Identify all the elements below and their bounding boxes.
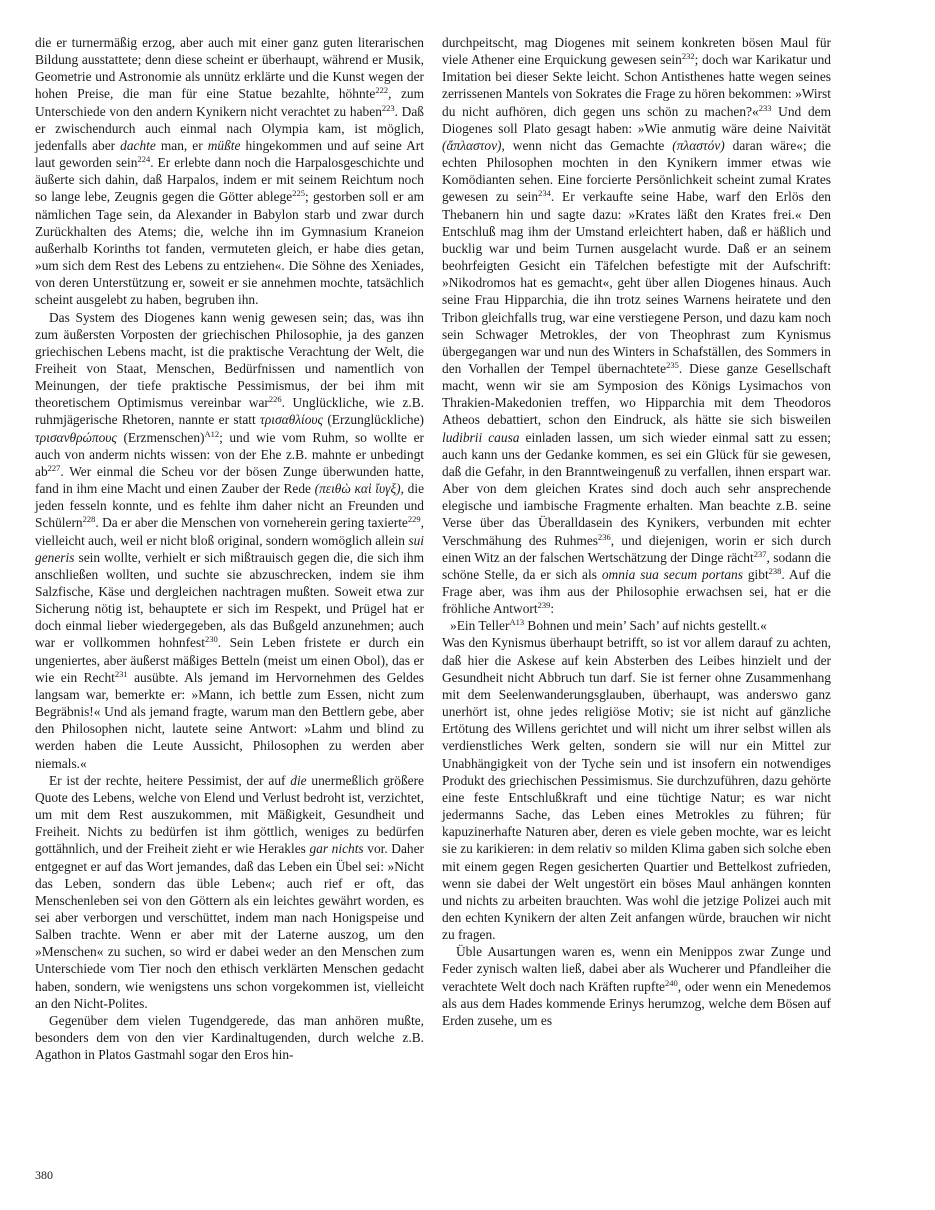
- verse-quote: »Ein Teller$^{A13}$ Bohnen und mein’ Sach’ auf nichts gestellt.«: [450, 617, 767, 634]
- paragraph: durchpeitscht, mag Diogenes mit seinem konkreten bösen Maul für viele Athener eine Erquickung gewesen sein$^{232}$; doch war Karikatur und Imitation bei dieser Sekte leicht. Schon Antisthenes hatte wegen seines zerrissenen Mantels von Sokrates die Frage zu hören bekommen: »Wirst du nicht aufhören, dich gegen uns schön zu machen?«$^{233}$ Und dem Diogenes soll Plato gesagt haben: »Wie anmutig wäre deine Naivität (ἄπλαστον), wenn nicht das Gemachte (πλαστόν) daran wäre«; die echten Philosophen mochten in den Kynikern immer etwas wie Komödianten sehen. Eine forcierte Persönlichkeit scheint zumal Krates gewesen zu sein$^{234}$. Er verkaufte seine Habe, warf den Erlös den Thebanern hin und sagte dazu: »Krates läßt den Krates frei.« Den Entschluß mag ihm der Umstand erleichtert haben, daß er häßlich und bucklig war und beim Turnen ausgelacht wurde. Daß er an seinem beohrfeigten Gesicht ein Täfelchen befestigte mit der Aufschrift: »Nikodromos hat es gemacht«, geht über allen Diogenes hinaus. Auch seine Frau Hipparchia, die ihn trotz seines Warnens heiratete und den Tribon gleichfalls trug, war eine verstiegene Person, und dazu kam noch sein Schwager Metrokles, der von Theophrast zum Kynismus übergegangen war und nun des Winters in Schafställen, des Sommers in den Vorhallen der Tempel übernachtete$^{235}$. Diese ganze Gesellschaft macht, wenn wir sie am Symposion des Königs Lysimachos von Thrakien-Makedonien treffen, wo Hipparchia mit dem Theodoros Atheos debattiert, schon den Eindruck, als hätte sie sich bisweilen ludibrii causa einladen lassen, um sich wieder einmal satt zu essen; auch kann uns der Gedanke kommen, es sei ein Glück für sie gewesen, daß die Gefahr, in den Branntweingenuß zu verfallen, ihnen erspart war. Aber von dem gleichen Krates sind doch auch sehr ansprechende elegische und iambische Fragmente erhalten. Man beachte z.B. seine Verse über das Überalldasein des Kynikers, verbunden mit echter Verschmähung des Ruhmes$^{236}$, und diejenigen, worin er sich durch einen Witz an der falschen Wertschätzung der Dinge rächt$^{237}$, sodann die schöne Stelle, da er sich als omnia sua secum portans gibt$^{238}$. Auf die Frage aber, was ihm aus der Philosophie erwachsen sei, hat er die fröhliche Antwort$^{239}$:: [442, 35, 832, 617]
- right-column: [442, 34, 831, 1029]
- paragraph: Gegenüber dem vielen Tugendgerede, das man anhören mußte, besonders dem von den vier Kardinaltugenden, durch welche z.B. Agathon in Platos Gastmahl sogar den Eros hin-: [35, 1012, 424, 1063]
- paragraph: Das System des Diogenes kann wenig gewesen sein; das, was ihn zum äußersten Vorposten der griechischen Philosophie, ja des ganzen griechischen Lebens macht, ist die praktische Verachtung der Welt, die Freiheit von Staat, Menschen, Bedürfnissen und namentlich von Meinungen, der tiefe praktische Pessimismus, der bei ihm mit theoretischem Optimismus vereinbar war$^{226}$. Unglückliche, wie z.B. ruhmjägerische Rhetoren, nannte er statt τρισαθλίους (Erzunglückliche) τρισανθρώπους (Erzmenschen)$^{A12}$; und wie vom Ruhm, so wollte er auch von anderm nichts wissen: von der Ehe z.B. mahnte er unbedingt $ab^{227}$. Wer einmal die Scheu vor der bösen Zunge überwunden hatte, fand in ihm eine Macht und einen Zauber der Rede (πειθὼ καὶ ἴυγξ), die jeden fesseln konnte, und es fehlte ihm daher nicht an Freunden und Schülern$^{228}$. Da er aber die Menschen von vorneherein gering taxierte$^{229}$, vielleicht auch, weil er nicht bloß original, sondern womöglich allein sui generis sein wollte, verhielt er sich mißtrauisch gegen die, die sich ihm anschließen wollten, und suchte sie abzuschrecken, indem sie ihm Salzfische, Käse und dergleichen nachtragen mußten. Soweit etwa zur Sicherung nötig ist, behauptete er sich im Respekt, und Prügel hat er doch einmal lieber wiedergegeben, als das Bußgeld anzunehmen; auch war er vollkommen hohnfest$^{230}$. Sein Leben fristete er durch ein ungeniertes, aber äußerst mäßiges Betteln (meist um einen Obol), das er wie ein Recht$^{231}$ ausübte. Als jemand im Hervornehmen des Geldes langsam war, bemerkte er: »Mann, ich bettle zum Essen, nicht zum Begräbnis!« Und als jemand fragte, warum man den Bettlern gebe, aber den Philosophen nicht, lautete seine Antwort: »Lahm und blind zu werden haben die Leute Aussicht, Philosophen zu werden aber niemals.«: [35, 309, 425, 771]
- page-number: 380: [35, 1168, 53, 1182]
- paragraph: Er ist der rechte, heitere Pessimist, der auf die unermeßlich größere Quote des Lebens, welche von Elend und Verlust bedroht ist, verzichtet, um mit dem Rest auszukommen, mit Mäßigkeit, Gesundheit und Freiheit. Nichts zu bedürfen ist ihm göttlich, weniges zu bedürfen gottähnlich, und der Freiheit zieht er wie Herakles gar nichts vor. Daher entgegnet er auf das Wort jemandes, daß das Leben ein Übel sei: »Nicht das Leben, sondern das üble Leben«; auch rief er oft, das Menschenleben sei von den Göttern als ein leichtes gewährt worden, es sei aber verborgen und verschüttet, indem man nach Honigspeise und Salben trachte. Wenn er aber mit der Laterne auszog, um den »Menschen« zu suchen, so wird er dabei weder an den Menschen zum Unterschiede vom Tier noch den ethisch verklärten Menschen gedacht haben, sondern, wie wenigstens uns schon vorgekommen ist, vielleicht an den Nicht-Polites.: [35, 772, 425, 1011]
- paragraph: Üble Ausartungen waren es, wenn ein Menippos zwar Zunge und Feder zynisch walten ließ, dabei aber als Wucherer und Pfandleiher die verachtete Welt doch nach Kräften rupfte$^{240}$, oder wenn ein Menedemos als aus dem Hades kommende Erinys herumzog, welche dem Bösen auf Erden zusehe, um es: [442, 944, 831, 1028]
- left-column: [35, 34, 424, 1063]
- paragraph: die er turnermäßig erzog, aber auch mit einer ganz guten literarischen Bildung ausstattete; denn diese scheint er überhaupt, während er Musik, Geometrie und Astronomie als unnütz erklärte und die Kunst wegen der hohen Preise, die man für eine Statue bezahlte, höhnte$^{222}$, zum Unterschiede von den andern Kynikern nicht verachtet zu haben$^{223}$. Daß er zwischendurch auch einmal nach Olympia kam, ist möglich, jedenfalls aber dachte man, er müßte hingekommen und auf seine Art laut geworden sein$^{224}$. Er erlebte dann noch die Harpalosgeschichte und äußerte sich dahin, daß Harpalos, indem er mit seinem Reichtum noch so lange lebe, Zeugnis gegen die Götter ablege$^{225}$; gestorben soll er am nämlichen Tage sein, da Alexander in Babylon starb und zwar durch Zurückhalten des Atems; die, welche ihn im Gymnasium Kraneion außerhalb Korinths tot fanden, vermuteten gleich, er habe dies getan, »um sich dem Rest des Lebens zu entziehen«. Die Söhne des Xeniades, von deren Unterstützung er, soweit er sie annehmen mochte, tatsächlich scheint ausgelebt zu haben, begruben ihn.: [35, 35, 425, 308]
- paragraph: Was den Kynismus überhaupt betrifft, so ist vor allem darauf zu achten, daß hier die Askese auf kein Absterben des Leibes hinzielt und der Gesundheit nicht Abbruch tun darf. Sie ist ferner ohne Zusammenhang mit dem Seelenwanderungsglauben, überhaupt, was anderswo ganz unerhört ist, ohne jedes religiöse Motiv; sie ist nicht auf gänzliche Ertötung des Willens gerichtet und will nicht um ihrer selbst willen als verdienstliches Werk gelten, sondern sie will nur ein Mittel zur Unabhängigkeit von der Tyche sein und ist insofern ein notwendiges Produkt des griechischen Pessimismus. Sie durchzuführen, dazu gehörte eine feste Entschlußkraft und eine tüchtige Natur; es war nicht jedermanns Sache, das Leben eines Metrokles zu führen; für kapuzinerhafte Naturen aber, deren es viele geben mochte, war es leicht sie zu karikieren: in dem relativ so milden Klima gaben sich solche eben mit einem gegen Regen gesicherten Quartier und Bettelkost zufrieden, wenn sie dabei der Welt ungestört ein böses Maul anhängen konnten und nichts zu arbeiten brauchten. Was wohl die jetzige Polizei auch mit den echten Kynikern der alten Zeit anfangen würde, brauchen wir nicht zu fragen.: [442, 635, 831, 943]
